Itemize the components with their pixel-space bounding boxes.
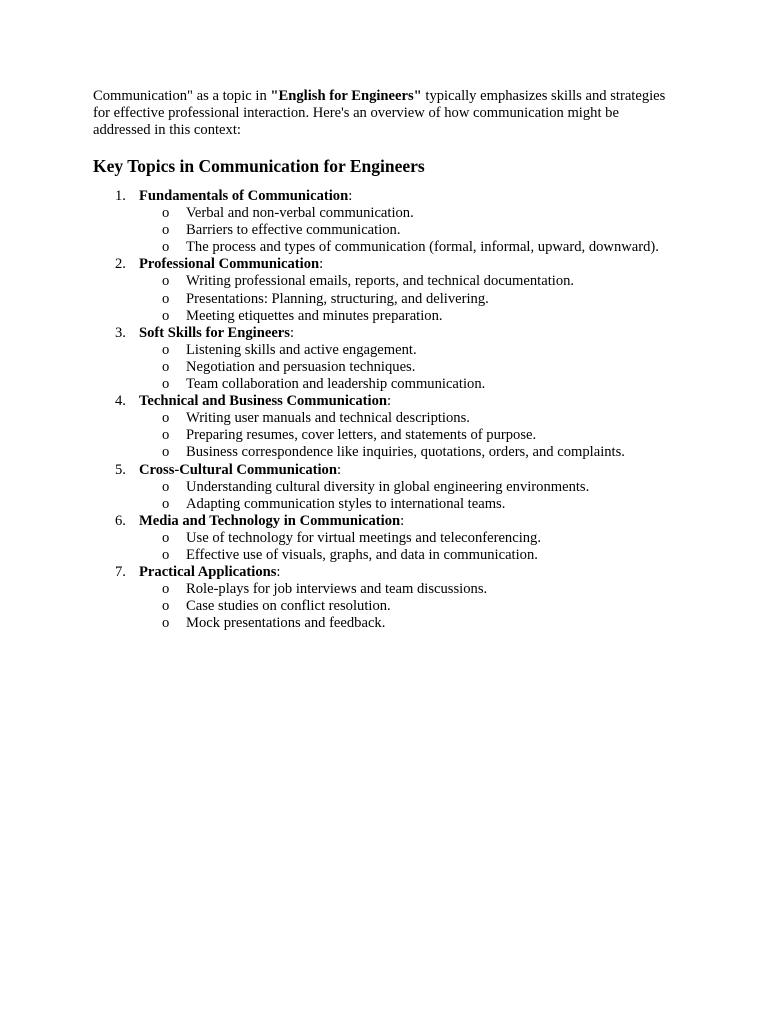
hollow-bullet-icon: o <box>162 410 170 427</box>
topic-title: Practical Applications <box>139 564 277 581</box>
subtopic-text: Presentations: Planning, structuring, and delivering. <box>186 290 489 307</box>
subtopic-item <box>139 410 673 427</box>
topic-number: 6. <box>115 512 126 529</box>
subtopic-item <box>139 222 673 239</box>
subtopic-item <box>139 342 673 359</box>
intro-paragraph <box>93 88 673 139</box>
subtopic-item <box>139 581 673 598</box>
subtopic-text: Understanding cultural diversity in global engineering environments. <box>186 478 590 495</box>
subtopic-item <box>139 530 673 547</box>
subtopic-text: Mock presentations and feedback. <box>186 615 386 632</box>
intro-text-end: typically emphasizes skills and strategies for effective professional interaction. Here's an overview of how communication might be addressed in this context: <box>93 88 666 138</box>
subtopic-text: Listening skills and active engagement. <box>186 341 417 358</box>
hollow-bullet-icon: o <box>162 273 170 290</box>
topic-title: Fundamentals of Communication <box>139 188 349 204</box>
hollow-bullet-icon: o <box>162 444 170 461</box>
subtopic-item <box>139 359 673 376</box>
topic-item <box>93 513 673 564</box>
topic-title: Cross-Cultural Communication <box>139 461 337 478</box>
subtopic-item <box>139 205 673 222</box>
subtopic-text: Case studies on conflict resolution. <box>186 598 391 615</box>
subtopic-item <box>139 615 673 632</box>
subtopic-item <box>139 376 673 393</box>
subtopic-text: Effective use of visuals, graphs, and data in communication. <box>186 546 538 563</box>
hollow-bullet-icon: o <box>162 307 170 324</box>
subtopic-text: Negotiation and persuasion techniques. <box>186 358 416 375</box>
intro-bold-title: "English for Engineers" <box>270 88 422 104</box>
subtopic-text: Business correspondence like inquiries, quotations, orders, and complaints. <box>186 444 625 461</box>
subtopic-text: Use of technology for virtual meetings and teleconferencing. <box>186 529 541 546</box>
subtopic-list <box>139 410 673 461</box>
subtopic-list <box>139 530 673 564</box>
topics-list <box>93 188 673 632</box>
hollow-bullet-icon: o <box>162 222 170 239</box>
topic-title: Professional Communication <box>139 256 320 273</box>
topic-title: Soft Skills for Engineers <box>139 324 290 341</box>
subtopic-item <box>139 444 673 461</box>
subtopic-text: Preparing resumes, cover letters, and statements of purpose. <box>186 427 537 444</box>
hollow-bullet-icon: o <box>162 495 170 512</box>
hollow-bullet-icon: o <box>162 581 170 598</box>
subtopic-text: Role-plays for job interviews and team discussions. <box>186 581 488 598</box>
subtopic-text: Team collaboration and leadership communication. <box>186 376 486 393</box>
topic-title-colon: : <box>348 188 353 204</box>
topic-number: 2. <box>115 256 126 273</box>
subtopic-list <box>139 342 673 393</box>
subtopic-text: Verbal and non-verbal communication. <box>186 205 414 222</box>
topic-title-colon: : <box>387 393 392 410</box>
topic-item <box>93 188 673 256</box>
subtopic-text: Barriers to effective communication. <box>186 222 401 239</box>
topic-item <box>93 256 673 324</box>
topic-number: 3. <box>115 324 126 341</box>
subtopic-item <box>139 291 673 308</box>
subtopic-item <box>139 496 673 513</box>
subtopic-item <box>139 239 673 256</box>
hollow-bullet-icon: o <box>162 376 170 393</box>
topic-title-colon: : <box>276 564 281 581</box>
subtopic-item <box>139 308 673 325</box>
topic-title-colon: : <box>319 256 324 273</box>
hollow-bullet-icon: o <box>162 478 170 495</box>
subtopic-text: Adapting communication styles to international teams. <box>186 495 506 512</box>
topic-item <box>93 462 673 513</box>
subtopic-text: The process and types of communication (formal, informal, upward, downward). <box>186 239 659 256</box>
section-heading: Key Topics in Communication for Engineers <box>93 156 425 176</box>
topic-item <box>93 393 673 461</box>
topic-item <box>93 564 673 632</box>
subtopic-text: Meeting etiquettes and minutes preparation. <box>186 307 443 324</box>
hollow-bullet-icon: o <box>162 546 170 563</box>
subtopic-text: Writing professional emails, reports, and technical documentation. <box>186 273 575 290</box>
topic-number: 4. <box>115 393 126 410</box>
subtopic-item <box>139 273 673 290</box>
subtopic-list <box>139 273 673 324</box>
topic-item <box>93 325 673 393</box>
subtopic-item <box>139 598 673 615</box>
hollow-bullet-icon: o <box>162 529 170 546</box>
topic-number: 5. <box>115 461 126 478</box>
subtopic-list <box>139 479 673 513</box>
hollow-bullet-icon: o <box>162 598 170 615</box>
subtopic-item <box>139 479 673 496</box>
document-page <box>93 88 673 632</box>
hollow-bullet-icon: o <box>162 358 170 375</box>
hollow-bullet-icon: o <box>162 341 170 358</box>
hollow-bullet-icon: o <box>162 427 170 444</box>
hollow-bullet-icon: o <box>162 290 170 307</box>
topic-title-colon: : <box>400 512 405 529</box>
subtopic-text: Writing user manuals and technical descriptions. <box>186 410 470 427</box>
hollow-bullet-icon: o <box>162 615 170 632</box>
topic-title: Technical and Business Communication <box>139 393 388 410</box>
subtopic-item <box>139 427 673 444</box>
topic-title-colon: : <box>336 461 342 478</box>
subtopic-list <box>139 205 673 256</box>
topic-title: Media and Technology in Communication <box>139 512 401 529</box>
topic-number: 7. <box>115 564 126 581</box>
hollow-bullet-icon: o <box>162 205 170 222</box>
subtopic-list <box>139 581 673 632</box>
hollow-bullet-icon: o <box>162 239 170 256</box>
subtopic-item <box>139 547 673 564</box>
topic-number: 1. <box>115 188 126 204</box>
topic-title-colon: : <box>289 324 295 341</box>
intro-text-start: Communication" as a topic in <box>93 88 271 104</box>
